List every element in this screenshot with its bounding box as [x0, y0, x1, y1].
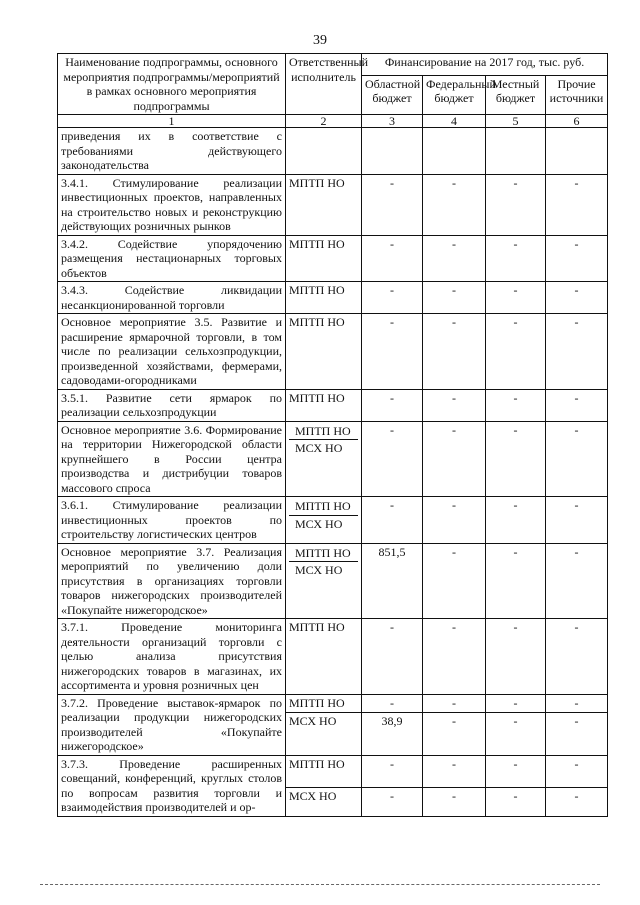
value-local: -: [486, 174, 546, 235]
value-regional: 38,9: [362, 712, 423, 755]
column-number: 4: [423, 115, 486, 128]
value-federal: -: [423, 282, 486, 314]
measure-name: 3.4.1. Стимулирование реализации инвестиционных проектов, направленных на строительство новых и реконструкцию действующих розничных рынков: [58, 174, 286, 235]
value-regional: -: [362, 421, 423, 497]
measure-name: Основное мероприятие 3.5. Развитие и расширение ярмарочной торговли, в том числе по реализации сельхозпродукции, произведенной хозяйствами, фермерами, садоводами-огородниками: [58, 314, 286, 390]
value-other: -: [546, 619, 608, 695]
column-number: 2: [286, 115, 362, 128]
value-regional: -: [362, 694, 423, 712]
column-number: 1: [58, 115, 286, 128]
executor-secondary: МСХ НО: [286, 787, 362, 816]
value-federal: -: [423, 787, 486, 816]
column-number: 5: [486, 115, 546, 128]
value-federal: -: [423, 543, 486, 619]
value-federal: -: [423, 314, 486, 390]
table-row: [58, 128, 608, 175]
value-other: -: [546, 497, 608, 544]
value-other: -: [546, 712, 608, 755]
header-financing-group: Финансирование на 2017 год, тыс. руб.: [362, 54, 608, 76]
value-regional: -: [362, 619, 423, 695]
table-row: [58, 235, 608, 282]
table-row: [58, 314, 608, 390]
value-regional: -: [362, 174, 423, 235]
table-row: [58, 421, 608, 497]
value-regional: -: [362, 389, 423, 421]
measure-name: 3.7.2. Проведение выставок-ярмарок по реализации продукции нижегородских производителей «Покупайте нижегородское»: [58, 694, 286, 755]
page-edge-rule: [40, 884, 600, 885]
value-regional: [362, 128, 423, 175]
value-local: [486, 128, 546, 175]
measure-name: 3.5.1. Развитие сети ярмарок по реализации сельхозпродукции: [58, 389, 286, 421]
value-local: -: [486, 497, 546, 544]
executor: МПТП НО: [286, 314, 362, 390]
measure-name: Основное мероприятие 3.7. Реализация мероприятий по увеличению доли присутствия в организациях торговли товаров нижегородских производителей «Покупайте нижегородское»: [58, 543, 286, 619]
value-other: -: [546, 314, 608, 390]
value-federal: -: [423, 174, 486, 235]
value-local: -: [486, 543, 546, 619]
executor: МПТП НО: [286, 619, 362, 695]
value-regional: -: [362, 235, 423, 282]
measure-name: 3.7.1. Проведение мониторинга деятельности организаций торговли с целью анализа присутствия нижегородских товаров в магазинах, их ассортимента и уровня розничных цен: [58, 619, 286, 695]
executor: МПТП НО: [286, 282, 362, 314]
financing-table: [57, 53, 608, 817]
header-row-1: [58, 54, 608, 76]
executor: МПТП НО: [286, 389, 362, 421]
value-federal: -: [423, 712, 486, 755]
value-federal: -: [423, 421, 486, 497]
executor: МПТП НО: [295, 499, 351, 513]
value-federal: -: [423, 497, 486, 544]
value-local: -: [486, 314, 546, 390]
value-regional: -: [362, 314, 423, 390]
value-local: -: [486, 235, 546, 282]
value-other: -: [546, 787, 608, 816]
executor-secondary: МСХ НО: [289, 439, 358, 457]
executor: МПТП НО: [295, 423, 351, 438]
column-number: 3: [362, 115, 423, 128]
value-federal: -: [423, 694, 486, 712]
executor: МПТП НО: [286, 755, 362, 787]
header-executor: Ответственный исполнитель: [286, 54, 362, 115]
measure-name: 3.6.1. Стимулирование реализации инвестиционных проектов по строительству логистических центров: [58, 497, 286, 544]
header-name: Наименование подпрограммы, основного мероприятия подпрограммы/мероприятий в рамках основного мероприятия подпрограммы: [58, 54, 286, 115]
table-row: [58, 543, 608, 619]
value-regional: -: [362, 282, 423, 314]
executor-secondary: МСХ НО: [286, 712, 362, 755]
value-other: -: [546, 543, 608, 619]
executor-cell: [286, 421, 362, 497]
table-row: [58, 497, 608, 544]
value-regional: -: [362, 787, 423, 816]
value-local: -: [486, 694, 546, 712]
table-row: [58, 174, 608, 235]
value-other: -: [546, 421, 608, 497]
value-regional: -: [362, 755, 423, 787]
executor: МПТП НО: [286, 235, 362, 282]
measure-name: приведения их в соответствие с требованиями действующего законодательства: [58, 128, 286, 175]
executor: МПТП НО: [286, 694, 362, 712]
executor-cell: [286, 497, 362, 544]
executor-secondary: МСХ НО: [289, 561, 358, 579]
page-number: 39: [313, 33, 327, 48]
column-number: 6: [546, 115, 608, 128]
value-other: -: [546, 235, 608, 282]
header-other-sources: Прочие источники: [546, 75, 608, 114]
header-local-budget: Местный бюджет: [486, 75, 546, 114]
table-row: [58, 694, 608, 712]
table-row: [58, 755, 608, 787]
table-row: [58, 619, 608, 695]
value-local: -: [486, 421, 546, 497]
executor: МПТП НО: [295, 545, 351, 560]
value-local: -: [486, 787, 546, 816]
measure-name: 3.4.2. Содействие упорядочению размещения нестационарных торговых объектов: [58, 235, 286, 282]
value-other: -: [546, 174, 608, 235]
value-federal: -: [423, 619, 486, 695]
executor-secondary: МСХ НО: [289, 515, 358, 533]
value-local: -: [486, 389, 546, 421]
value-local: -: [486, 712, 546, 755]
value-local: -: [486, 619, 546, 695]
value-other: -: [546, 282, 608, 314]
value-local: -: [486, 755, 546, 787]
measure-name: Основное мероприятие 3.6. Формирование на территории Нижегородской области крупнейшего в России центра производства и дистрибуции товаров массового спроса: [58, 421, 286, 497]
value-other: -: [546, 389, 608, 421]
executor-cell: [286, 543, 362, 619]
value-federal: [423, 128, 486, 175]
value-regional: 851,5: [362, 543, 423, 619]
executor: МПТП НО: [286, 174, 362, 235]
table-row: [58, 389, 608, 421]
value-regional: -: [362, 497, 423, 544]
executor: [286, 128, 362, 175]
value-local: -: [486, 282, 546, 314]
value-other: -: [546, 755, 608, 787]
header-federal-budget: Федеральный бюджет: [423, 75, 486, 114]
measure-name: 3.7.3. Проведение расширенных совещаний, конференций, круглых столов по вопросам развития торговли и взаимодействия производителей и ор-: [58, 755, 286, 816]
value-federal: -: [423, 389, 486, 421]
value-other: [546, 128, 608, 175]
value-federal: -: [423, 235, 486, 282]
value-federal: -: [423, 755, 486, 787]
header-regional-budget: Областной бюджет: [362, 75, 423, 114]
value-other: -: [546, 694, 608, 712]
measure-name: 3.4.3. Содействие ликвидации несанкционированной торговли: [58, 282, 286, 314]
column-numbers-row: [58, 115, 608, 128]
table-row: [58, 282, 608, 314]
